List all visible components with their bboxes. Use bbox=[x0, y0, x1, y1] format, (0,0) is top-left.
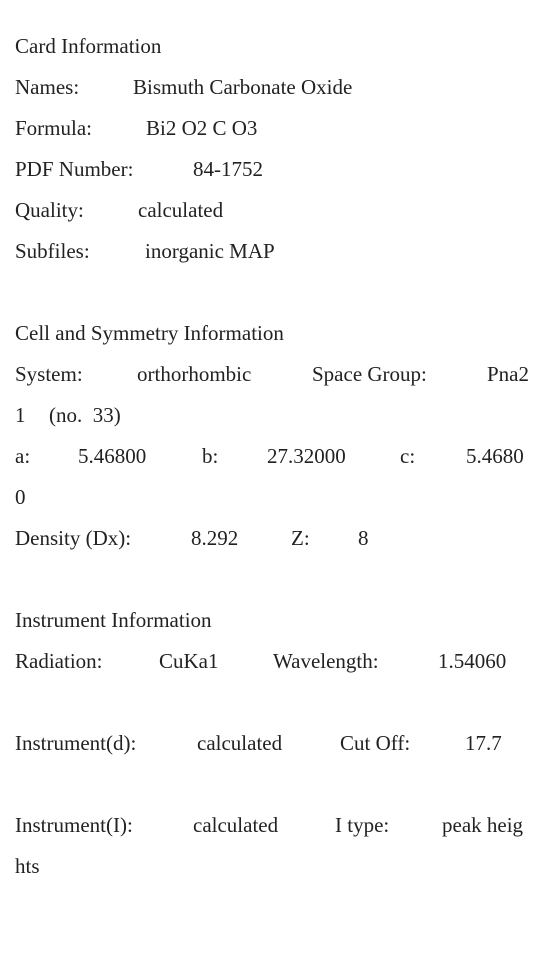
pdf-number-label: PDF Number: bbox=[15, 157, 134, 181]
b-label: b: bbox=[202, 444, 219, 468]
quality-row bbox=[15, 196, 224, 224]
names-label: Names: bbox=[15, 75, 80, 99]
instrument-i-label: Instrument(I): bbox=[15, 813, 133, 837]
cell-info-heading bbox=[15, 319, 284, 347]
cell-params-row bbox=[15, 442, 524, 470]
b-value: 27.32000 bbox=[267, 444, 346, 468]
quality-label: Quality: bbox=[15, 198, 84, 222]
z-label: Z: bbox=[291, 526, 310, 550]
formula-row bbox=[15, 114, 258, 142]
card-info-heading-text: Card Information bbox=[15, 34, 162, 58]
density-value: 8.292 bbox=[191, 526, 239, 550]
cutoff-value: 17.7 bbox=[465, 731, 502, 755]
itype-value-continued: hts bbox=[15, 854, 40, 878]
radiation-row bbox=[15, 647, 507, 675]
instrument-d-label: Instrument(d): bbox=[15, 731, 137, 755]
itype-value: peak heig bbox=[442, 813, 524, 837]
radiation-label: Radiation: bbox=[15, 649, 103, 673]
instrument-i-row bbox=[15, 811, 524, 839]
c-value: 5.4680 bbox=[466, 444, 524, 468]
formula-value: Bi2 O2 C O3 bbox=[146, 116, 258, 140]
subfiles-label: Subfiles: bbox=[15, 239, 90, 263]
a-label: a: bbox=[15, 444, 31, 468]
itype-wrap-row bbox=[15, 852, 40, 880]
names-value: Bismuth Carbonate Oxide bbox=[133, 75, 353, 99]
c-value-wrap-row bbox=[15, 483, 36, 511]
formula-label: Formula: bbox=[15, 116, 92, 140]
wavelength-label: Wavelength: bbox=[273, 649, 379, 673]
cell-info-heading-text: Cell and Symmetry Information bbox=[15, 321, 284, 345]
instrument-info-heading bbox=[15, 606, 212, 634]
subfiles-row bbox=[15, 237, 275, 265]
z-value: 8 bbox=[358, 526, 369, 550]
system-row bbox=[15, 360, 529, 388]
system-value: orthorhombic bbox=[137, 362, 252, 386]
space-group-wrap-row bbox=[15, 401, 121, 429]
itype-label: I type: bbox=[335, 813, 390, 837]
quality-value: calculated bbox=[138, 198, 224, 222]
c-label: c: bbox=[400, 444, 416, 468]
system-label: System: bbox=[15, 362, 83, 386]
instrument-d-row bbox=[15, 729, 502, 757]
density-label: Density (Dx): bbox=[15, 526, 132, 550]
pdf-number-value: 84-1752 bbox=[193, 157, 263, 181]
space-group-label: Space Group: bbox=[312, 362, 427, 386]
a-value: 5.46800 bbox=[78, 444, 147, 468]
c-value-continued: 0 bbox=[15, 485, 26, 509]
cutoff-label: Cut Off: bbox=[340, 731, 411, 755]
density-row bbox=[15, 524, 369, 552]
pdf-number-row bbox=[15, 155, 263, 183]
card-info-heading bbox=[15, 32, 162, 60]
subfiles-value: inorganic MAP bbox=[145, 239, 275, 263]
instrument-info-heading-text: Instrument Information bbox=[15, 608, 212, 632]
space-group-value-continued: 1 bbox=[15, 403, 26, 427]
names-row bbox=[15, 73, 353, 101]
instrument-d-value: calculated bbox=[197, 731, 283, 755]
space-group-number: (no. 33) bbox=[49, 403, 121, 427]
radiation-value: CuKa1 bbox=[159, 649, 219, 673]
wavelength-value: 1.54060 bbox=[438, 649, 507, 673]
instrument-i-value: calculated bbox=[193, 813, 279, 837]
space-group-value: Pna2 bbox=[487, 362, 529, 386]
